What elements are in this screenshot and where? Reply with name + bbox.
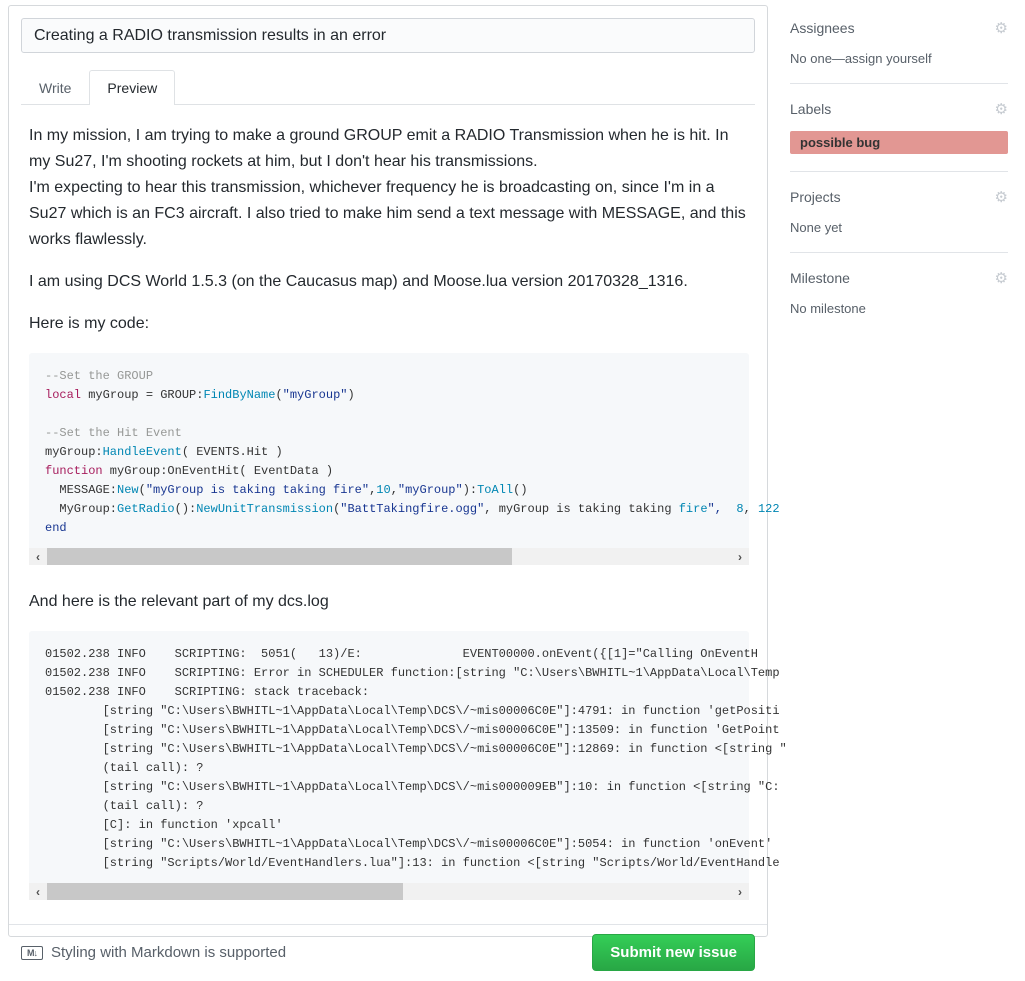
assignees-header[interactable] <box>790 20 1008 36</box>
lua-code-block <box>29 353 780 565</box>
log-scrollbar-track[interactable] <box>47 883 731 900</box>
submit-new-issue-button[interactable]: Submit new issue <box>592 934 755 971</box>
code-block-hscrollbar[interactable] <box>29 548 749 565</box>
scroll-left-icon[interactable]: ‹ <box>36 884 40 899</box>
issue-preview-body <box>21 105 787 900</box>
log-block-lines: 01502.238 INFO SCRIPTING: 5051( 13)/E: EVENT00000.onEvent({[1]="Calling OnEventH 01502.238 INFO SCRIPTING: Error in SCHEDULER function:[string "C:\Users\BWHITL~1\AppData\Local\Temp 01502.238 INFO SCRIPTING: stack traceback: [string "C:\Users\BWHITL~1\AppData\Local\Temp\DCS\/~mis00006C0E"]:4791: in function 'getPositi [string "C:\Users\BWHITL~1\AppData\Local\Temp\DCS\/~mis00006C0E"]:13509: in function 'GetPoint [string "C:\Users\BWHITL~1\AppData\Local\Temp\DCS\/~mis00006C0E"]:12869: in function <[string " (tail call): ? [string "C:\Users\BWHITL~1\AppData\Local\Temp\DCS\/~mis000009EB"]:10: in function <[string "C: (tail call): ? [C]: in function 'xpcall' [string "C:\Users\BWHITL~1\AppData\Local\Temp\DCS\/~mis00006C0E"]:5054: in function 'onEvent' [string "Scripts/World/EventHandlers.lua"]:13: in function <[string "Scripts/World/EventHandle <box>45 647 787 870</box>
sidebar-section-milestone <box>790 270 1008 333</box>
sidebar-section-projects <box>790 189 1008 253</box>
sidebar-section-assignees <box>790 20 1008 84</box>
tab-write[interactable]: Write <box>39 80 72 96</box>
milestone-header[interactable] <box>790 270 1008 286</box>
labels-title: Labels <box>790 101 832 117</box>
labels-header[interactable] <box>790 101 1008 117</box>
body-paragraph-4: And here is the relevant part of my dcs.log <box>29 593 329 610</box>
milestone-empty-text: No milestone <box>790 301 866 316</box>
milestone-title: Milestone <box>790 270 850 286</box>
projects-header[interactable] <box>790 189 1008 205</box>
form-footer <box>9 924 767 981</box>
markdown-icon: M↓ <box>21 946 43 960</box>
body-paragraph-1: In my mission, I am trying to make a ground GROUP emit a RADIO Transmission when he is hit. In my Su27, I'm shooting rockets at him, but I don't hear his transmissions. I'm expecting to hear this transmission, whichever frequency he is broadcasting on, since I'm in a Su27 which is an FC3 aircraft. I also tried to make him send a text message with MESSAGE, and this works flawlessly. <box>29 127 746 248</box>
body-paragraph-3: Here is my code: <box>29 315 150 332</box>
gear-icon[interactable]: ⚙ <box>994 269 1008 287</box>
gear-icon[interactable]: ⚙ <box>994 188 1008 206</box>
log-block-hscrollbar[interactable] <box>29 883 749 900</box>
label-chip[interactable]: possible bug <box>790 131 1008 154</box>
log-scrollbar-thumb[interactable] <box>47 883 403 900</box>
scroll-left-icon[interactable]: ‹ <box>36 549 40 564</box>
gear-icon[interactable]: ⚙ <box>994 19 1008 37</box>
assignees-empty-text[interactable]: No one—assign yourself <box>790 51 932 66</box>
projects-empty-text: None yet <box>790 220 843 235</box>
code-scrollbar-thumb[interactable] <box>47 548 512 565</box>
body-paragraph-2: I am using DCS World 1.5.3 (on the Caucasus map) and Moose.lua version 20170328_1316. <box>29 273 688 290</box>
code-block-lines: --Set the GROUP local myGroup = GROUP:FindByName("myGroup") --Set the Hit Event myGroup:HandleEvent( EVENTS.Hit ) function myGroup:OnEventHit( EventData ) MESSAGE:New("myGroup is taking taking fire",10,"myGroup"):ToAll() MyGroup:GetRadio():NewUnitTransmission("BattTakingfire.ogg", myGroup is taking taking fire", 8, 122 end <box>45 369 780 535</box>
assignees-title: Assignees <box>790 20 855 36</box>
projects-title: Projects <box>790 189 841 205</box>
code-scrollbar-track[interactable] <box>47 548 731 565</box>
sidebar-section-labels <box>790 101 1008 172</box>
issue-title-input[interactable] <box>21 18 755 53</box>
write-preview-tabnav <box>21 70 755 105</box>
scroll-right-icon[interactable]: › <box>738 549 742 564</box>
markdown-note-label: Styling with Markdown is supported <box>51 944 287 961</box>
issue-sidebar <box>790 20 1008 350</box>
tab-preview[interactable]: Preview <box>89 70 175 105</box>
dcs-log-block <box>29 631 787 900</box>
scroll-right-icon[interactable]: › <box>738 884 742 899</box>
gear-icon[interactable]: ⚙ <box>994 100 1008 118</box>
markdown-supported-link[interactable] <box>21 944 286 961</box>
new-issue-form <box>8 5 787 961</box>
